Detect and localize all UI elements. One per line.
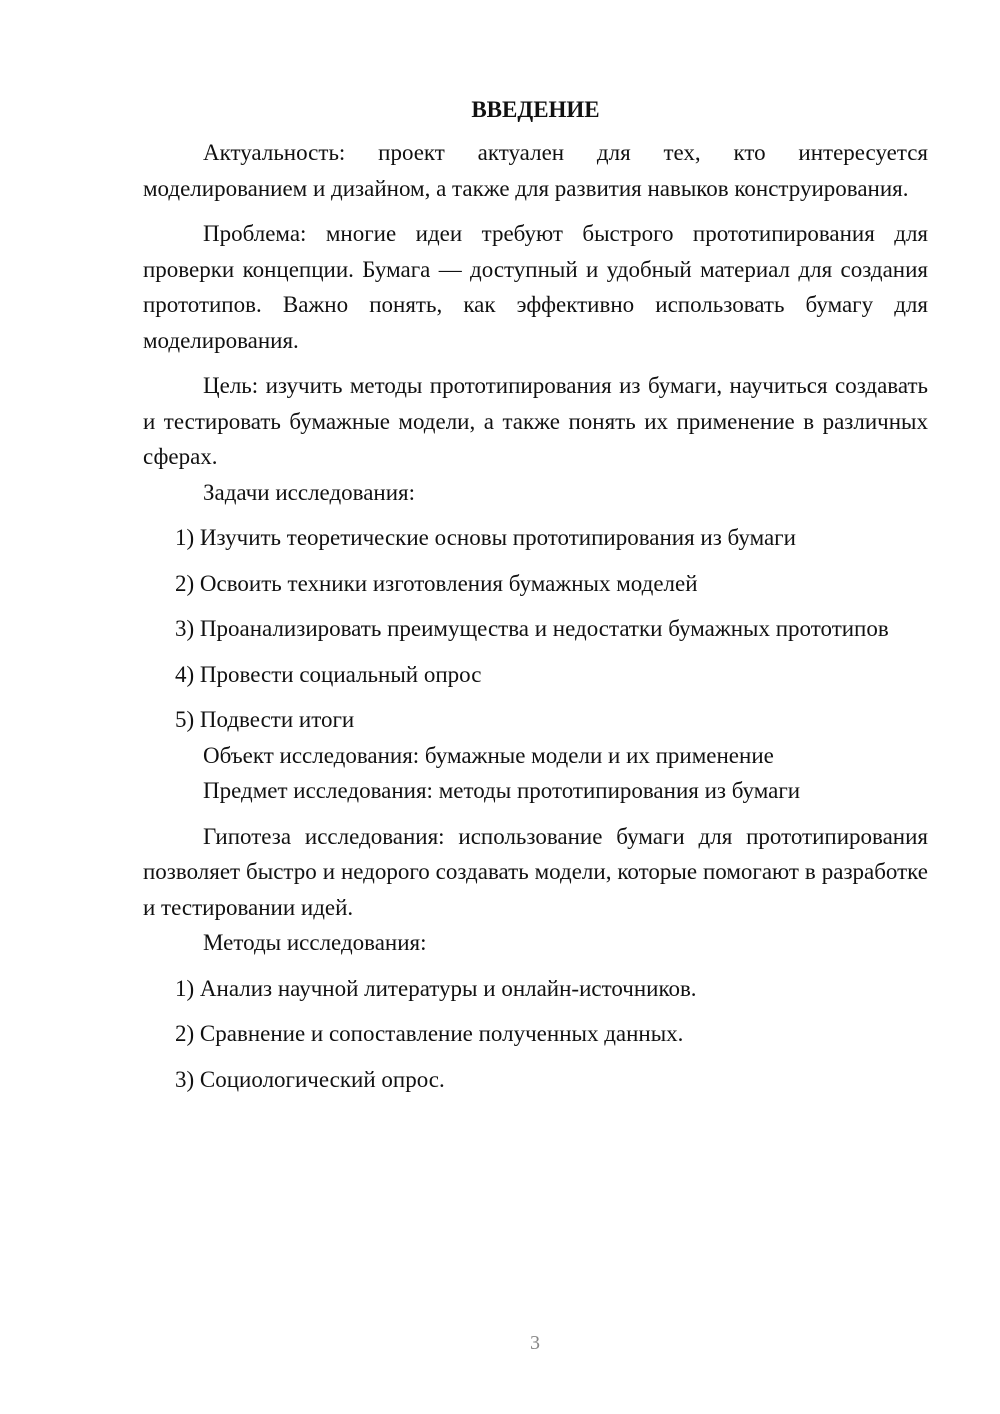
object-line: Объект исследования: бумажные модели и их применение [203, 742, 774, 768]
subject-line: Предмет исследования: методы прототипирования из бумаги [203, 778, 801, 803]
task-item: 5) Подвести итоги [175, 707, 355, 732]
method-item: 1) Анализ научной литературы и онлайн-источников. [175, 975, 697, 1001]
task-item: 4) Провести социальный опрос [175, 661, 482, 687]
task-item: 3) Проанализировать преимущества и недостатки бумажных прототипов [175, 616, 889, 641]
methods-label: Методы исследования: [203, 930, 427, 955]
section-title: ВВЕДЕНИЕ [471, 97, 600, 122]
goal-paragraph: Цель: изучить методы прототипирования из бумаги, научиться создавать и тестировать бумажные модели, а также понять их применение в различных сферах. [143, 373, 928, 469]
task-item: 2) Освоить техники изготовления бумажных моделей [175, 570, 698, 596]
task-item: 1) Изучить теоретические основы прототипирования из бумаги [175, 525, 796, 550]
relevance-paragraph: Актуальность: проект актуален для тех, кто интересуется моделированием и дизайном, а также для развития навыков конструирования. [143, 140, 928, 201]
tasks-label: Задачи исследования: [203, 479, 416, 505]
page-content [143, 92, 928, 1097]
hypothesis-paragraph: Гипотеза исследования: использование бумаги для прототипирования позволяет быстро и недорого создавать модели, которые помогают в разработке и тестировании идей. [143, 823, 928, 920]
page-number: 3 [530, 1332, 540, 1354]
problem-paragraph: Проблема: многие идеи требуют быстрого прототипирования для проверки концепции. Бумага — доступный и удобный материал для создания прототипов. Важно понять, как эффективно использовать бумагу для моделирования. [143, 221, 928, 353]
method-item: 3) Социологический опрос. [175, 1066, 445, 1092]
method-item: 2) Сравнение и сопоставление полученных данных. [175, 1021, 684, 1046]
